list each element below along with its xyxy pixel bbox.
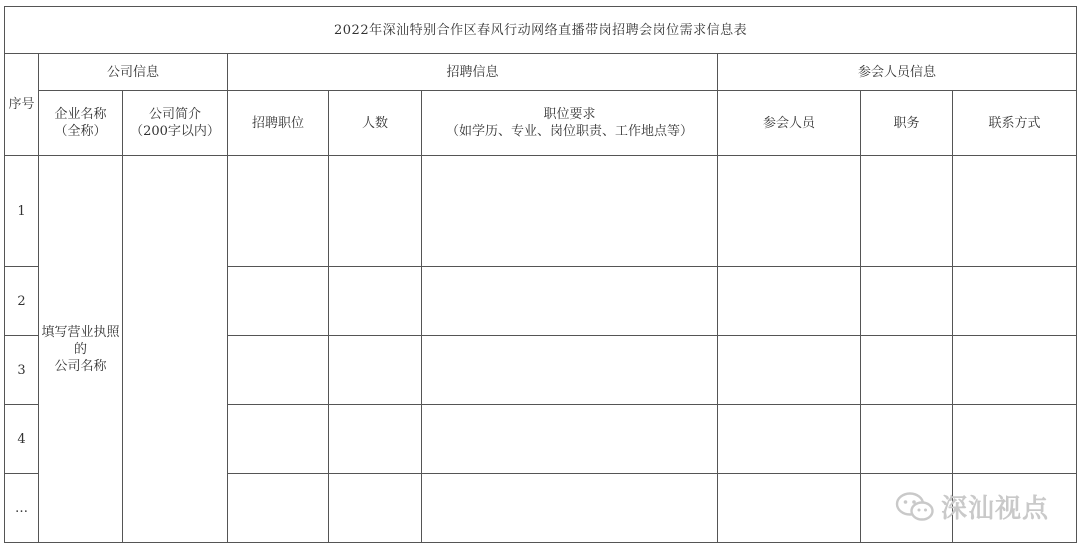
recruitment-form-sheet bbox=[4, 6, 1076, 548]
requirements-cell[interactable] bbox=[422, 267, 718, 336]
contact-cell[interactable] bbox=[953, 336, 1077, 405]
watermark-text: 深汕视点 bbox=[941, 494, 1050, 524]
requirements-cell[interactable] bbox=[422, 336, 718, 405]
requirements-cell[interactable] bbox=[422, 405, 718, 474]
seq-header: 序号 bbox=[5, 54, 39, 156]
attendee-cell[interactable] bbox=[718, 405, 861, 474]
count-cell[interactable] bbox=[329, 405, 422, 474]
attendee-title-header: 职务 bbox=[861, 91, 953, 156]
position-cell[interactable] bbox=[228, 405, 329, 474]
position-cell[interactable] bbox=[228, 336, 329, 405]
position-header: 招聘职位 bbox=[228, 91, 329, 156]
attendee-cell[interactable] bbox=[718, 156, 861, 267]
position-cell[interactable] bbox=[228, 267, 329, 336]
table-title: 2022年深汕特别合作区春风行动网络直播带岗招聘会岗位需求信息表 bbox=[5, 7, 1077, 54]
attendee-cell[interactable] bbox=[718, 336, 861, 405]
count-cell[interactable] bbox=[329, 156, 422, 267]
contact-cell[interactable] bbox=[953, 156, 1077, 267]
row-number: … bbox=[5, 474, 39, 543]
attendee-title-cell[interactable] bbox=[861, 405, 953, 474]
recruit-info-group-header: 招聘信息 bbox=[228, 54, 718, 91]
company-name-header: 企业名称 （全称） bbox=[39, 91, 123, 156]
count-cell[interactable] bbox=[329, 474, 422, 543]
requirements-header: 职位要求 （如学历、专业、岗位职责、工作地点等） bbox=[422, 91, 718, 156]
count-header: 人数 bbox=[329, 91, 422, 156]
wechat-icon bbox=[895, 491, 935, 523]
attendee-header: 参会人员 bbox=[718, 91, 861, 156]
requirements-cell[interactable] bbox=[422, 474, 718, 543]
row-number: 2 bbox=[5, 267, 39, 336]
attendee-title-cell[interactable] bbox=[861, 267, 953, 336]
job-requirements-table bbox=[4, 6, 1077, 543]
row-number: 4 bbox=[5, 405, 39, 474]
attendee-title-cell[interactable] bbox=[861, 336, 953, 405]
table-row bbox=[5, 156, 1077, 267]
watermark bbox=[895, 488, 1049, 525]
row-number: 3 bbox=[5, 336, 39, 405]
contact-cell[interactable] bbox=[953, 267, 1077, 336]
row-number: 1 bbox=[5, 156, 39, 267]
position-cell[interactable] bbox=[228, 474, 329, 543]
count-cell[interactable] bbox=[329, 267, 422, 336]
position-cell[interactable] bbox=[228, 156, 329, 267]
company-name-cell[interactable]: 填写营业执照的 公司名称 bbox=[39, 156, 123, 543]
attendee-cell[interactable] bbox=[718, 267, 861, 336]
attendee-info-group-header: 参会人员信息 bbox=[718, 54, 1077, 91]
company-info-group-header: 公司信息 bbox=[39, 54, 228, 91]
company-intro-cell[interactable] bbox=[123, 156, 228, 543]
attendee-cell[interactable] bbox=[718, 474, 861, 543]
company-intro-header: 公司简介 （200字以内） bbox=[123, 91, 228, 156]
contact-cell[interactable] bbox=[953, 405, 1077, 474]
count-cell[interactable] bbox=[329, 336, 422, 405]
contact-header: 联系方式 bbox=[953, 91, 1077, 156]
requirements-cell[interactable] bbox=[422, 156, 718, 267]
attendee-title-cell[interactable] bbox=[861, 156, 953, 267]
